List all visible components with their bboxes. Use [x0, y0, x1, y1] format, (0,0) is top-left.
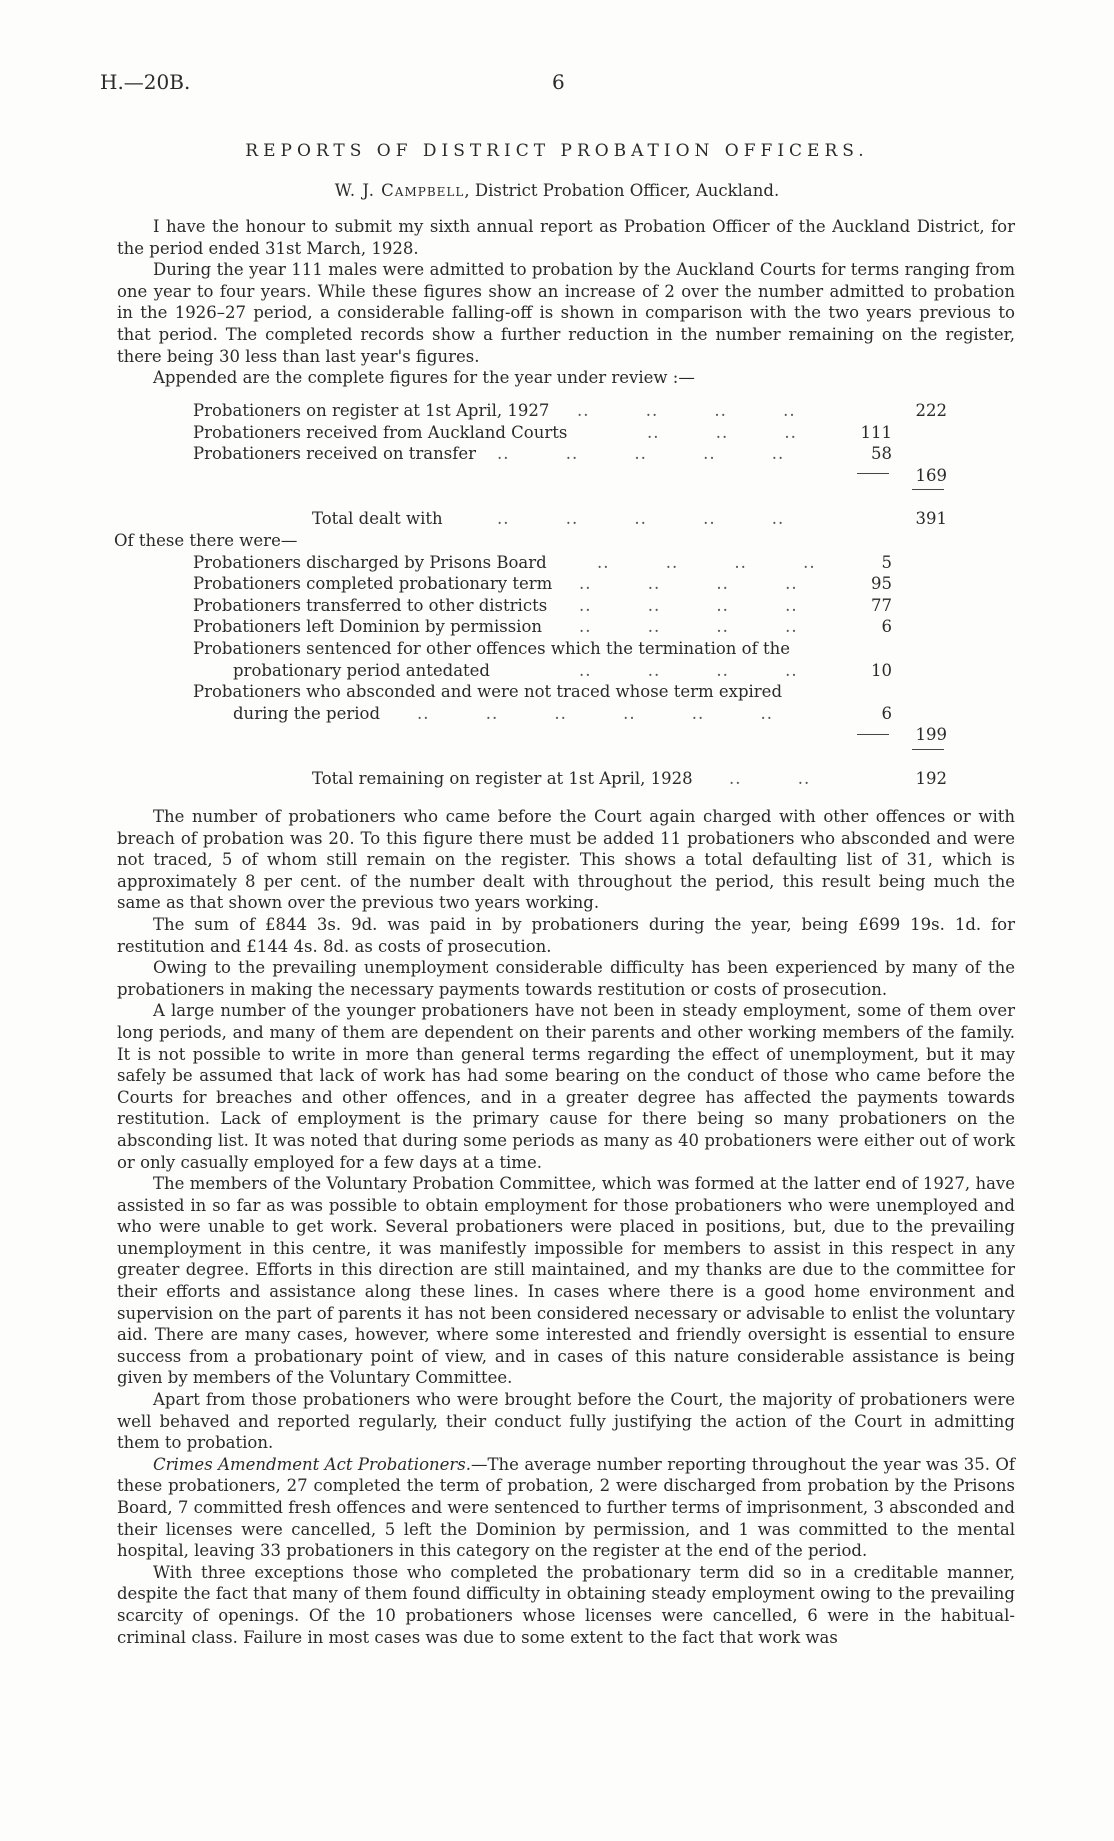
intro-section: [117, 216, 1015, 389]
spacer: [117, 746, 937, 756]
sum-rule: [857, 734, 889, 735]
document-code: H.—20B.: [100, 70, 191, 94]
sum-rule: [912, 749, 944, 750]
report-title: REPORTS OF DISTRICT PROBATION OFFICERS.: [245, 141, 869, 161]
row-value: 5: [881, 552, 892, 572]
row-label: Total remaining on register at 1st April, 1928: [312, 768, 693, 788]
section-label: Of these there were—: [114, 530, 298, 550]
paragraph: I have the honour to submit my sixth annual report as Probation Officer of the Auckland District, for the period ended 31st March, 1928.: [117, 217, 1015, 258]
table-row: during the period .. .. .. .. .. .. 6: [233, 703, 892, 723]
table-row: [117, 724, 947, 746]
row-label: Probationers on register at 1st April, 1927: [193, 401, 550, 420]
table-row: [117, 465, 947, 487]
table-row: Probationers completed probationary term .. .. .. .. 95: [193, 574, 892, 594]
paragraph: Apart from those probationers who were brought before the Court, the majority of probationers were well behaved and reported regularly, their conduct fully justifying the action of the Court in admitting them to probation.: [117, 1390, 1015, 1453]
row-value: 77: [871, 595, 892, 615]
row-value: 111: [860, 422, 892, 442]
paragraph: The number of probationers who came before the Court again charged with other offences or with breach of probation was 20. To this figure there must be added 11 probationers who absconded and were not traced, 5 of whom still remain on the register. This shows a total defaulting list of 31, which is approximately 8 per cent. of the number dealt with throughout the period, this result being much the same as that shown over the previous two years working.: [117, 807, 1015, 913]
officer-name: W. J. Campbell: [334, 181, 465, 200]
paragraph: With three exceptions those who completed the probationary term did so in a creditable manner, despite the fact that many of them found difficulty in obtaining steady employment owing to the prevailing scarcity of openings. Of the 10 probationers whose licenses were cancelled, 6 were in the habitual-criminal class. Failure in most cases was due to some extent to the fact that work was: [117, 1562, 1015, 1647]
spacer: [117, 486, 937, 496]
paragraph: The sum of £844 3s. 9d. was paid in by probationers during the year, being £699 19s. 1d. for restitution and £144 4s. 8d. as costs of prosecution.: [117, 914, 1015, 956]
sum-rule: [857, 473, 889, 474]
row-value: 199: [915, 725, 947, 745]
table-row: Probationers transferred to other districts .. .. .. .. 77: [193, 595, 892, 615]
body-section: [117, 806, 1015, 1648]
row-label: Probationers who absconded and were not traced whose term expired: [193, 682, 783, 702]
row-label: Probationers left Dominion by permission: [193, 617, 543, 637]
report-subtitle: [0, 181, 1114, 200]
row-label: Probationers completed probationary term: [193, 574, 553, 594]
row-value: 391: [915, 509, 947, 529]
table-row: Total dealt with .. .. .. .. .. 391: [312, 509, 947, 529]
figures-table: [114, 400, 947, 790]
table-row: Total remaining on register at 1st April, 1928 .. .. 192: [312, 768, 947, 788]
table-row: probationary period antedated .. .. .. .. 10: [233, 660, 892, 680]
table-row: [117, 681, 937, 703]
row-label: Probationers transferred to other districts: [193, 595, 548, 615]
row-value: 10: [871, 660, 892, 680]
paragraph: Owing to the prevailing unemployment considerable difficulty has been experienced by many of the probationers in making the necessary payments towards restitution or costs of prosecution.: [117, 958, 1015, 999]
paragraph: The members of the Voluntary Probation Committee, which was formed at the latter end of 1927, have assisted in so far as was possible to obtain employment for those probationers who were unemployed and who were unable to get work. Several probationers were placed in positions, but, due to the prevailing unemployment in this centre, it was manifestly impossible for members to assist in this respect in any greater degree. Efforts in this direction are still maintained, and my thanks are due to the committee for their efforts and assistance along these lines. In cases where there is a good home environment and supervision on the part of parents it has not been considered necessary or advisable to enlist the voluntary aid. There are many cases, however, where some interested and friendly oversight is essential to ensure success from a probationary point of view, and in cases of this nature considerable assistance is being given by members of the Voluntary Committee.: [117, 1174, 1015, 1388]
row-label: Probationers discharged by Prisons Board: [193, 552, 547, 572]
table-row: [114, 530, 937, 552]
row-value: 58: [871, 444, 892, 464]
paragraph: Appended are the complete figures for the year under review :—: [153, 368, 695, 388]
row-value: 222: [915, 401, 947, 420]
officer-role: , District Probation Officer, Auckland.: [464, 181, 780, 200]
table-row: Probationers discharged by Prisons Board .. .. .. .. 5: [193, 552, 892, 572]
table-row: Probationers on register at 1st April, 1927 .. .. .. .. 222: [193, 401, 947, 420]
table-row: Probationers left Dominion by permission .. .. .. .. 6: [193, 617, 892, 637]
row-label: Probationers sentenced for other offences which the termination of the: [193, 638, 790, 658]
row-label: during the period: [233, 703, 381, 723]
row-value: 169: [915, 465, 947, 485]
paragraph: A large number of the younger probationers have not been in steady employment, some of them over long periods, and many of them are dependent on their parents and other working members of the family. It is not possible to write in more than general terms regarding the effect of unemployment, but it may safely be assumed that lack of work has had some bearing on the conduct of those who came before the Courts for breaches and other offences, and in a greater degree has affected the payments towards restitution. Lack of employment is the primary cause for there being so many probationers on the absconding list. It was noted that during some periods as many as 40 probationers were either out of work or only casually employed for a few days at a time.: [117, 1001, 1015, 1172]
page-number: 6: [552, 70, 565, 94]
row-label: Probationers received from Auckland Courts: [193, 422, 568, 442]
row-label: probationary period antedated: [233, 660, 490, 680]
paragraph: During the year 111 males were admitted to probation by the Auckland Courts for terms ranging from one year to four years. While these figures show an increase of 2 over the number admitted to probation in the 1926–27 period, a considerable falling-off is shown in comparison with the two years previous to that period. The completed records show a further reduction in the number remaining on the register, there being 30 less than last year's figures.: [117, 260, 1015, 366]
table-row: [117, 638, 937, 660]
row-value: 95: [871, 574, 892, 594]
row-value: 6: [881, 617, 892, 637]
row-value: 6: [881, 703, 892, 723]
table-row: Probationers received from Auckland Courts .. .. .. 111: [193, 422, 892, 442]
row-label: Probationers received on transfer: [193, 444, 476, 464]
crimes-heading: Crimes Amendment Act Probationers.: [153, 1454, 472, 1474]
row-label: Total dealt with: [312, 509, 443, 529]
crimes-text: —The average number reporting throughout the year was 35. Of these probationers, 27 completed the term of probation, 2 were discharged from probation by the Prisons Board, 7 committed fresh offences and were sentenced to further terms of imprisonment, 3 absconded and their licenses were cancelled, 5 left the Dominion by permission, and 1 was committed to the mental hospital, leaving 33 probationers in this category on the register at the end of the period.: [117, 1454, 1015, 1561]
row-value: 192: [915, 768, 947, 788]
paragraph: [117, 1454, 1015, 1562]
table-row: Probationers received on transfer .. .. .. .. .. 58: [193, 444, 892, 464]
sum-rule: [912, 489, 944, 490]
